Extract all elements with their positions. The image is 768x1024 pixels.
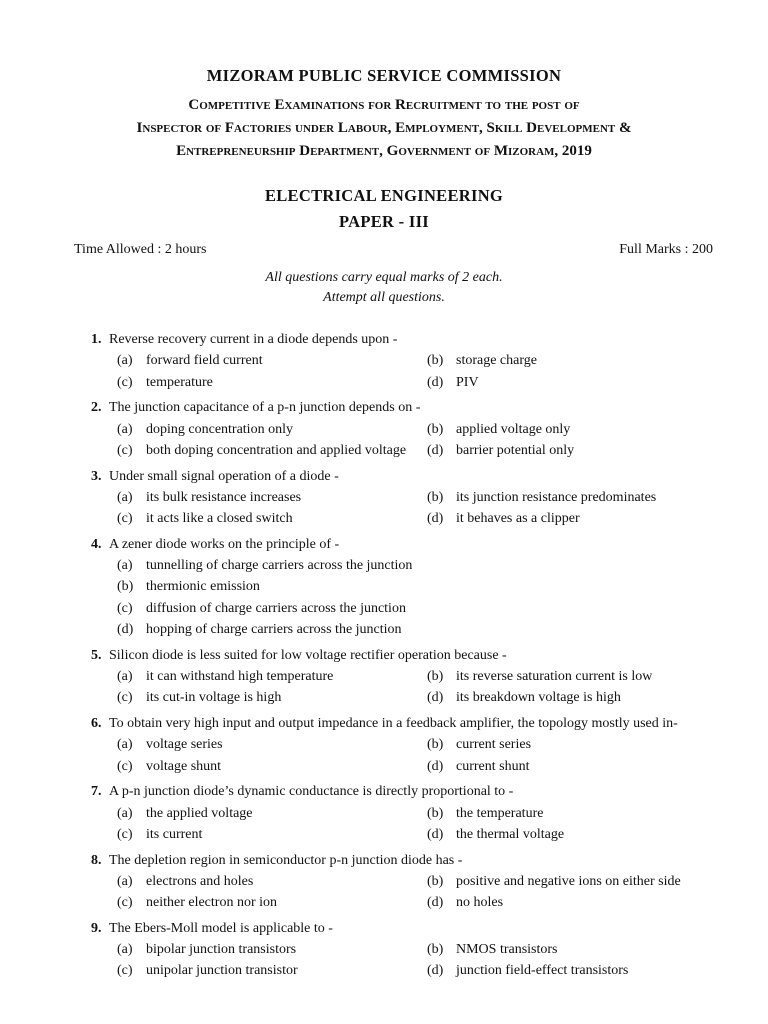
question-item	[0, 713, 768, 777]
question-text: Reverse recovery current in a diode depends upon -	[109, 332, 398, 347]
option-label: (b)	[427, 873, 444, 889]
question-item	[0, 918, 768, 982]
option-text: barrier potential only	[456, 442, 575, 458]
option-text: it acts like a closed switch	[146, 511, 293, 527]
question-list	[0, 329, 768, 986]
question-text: Silicon diode is less suited for low voltage rectifier operation because -	[109, 647, 507, 663]
option-label: (c)	[117, 600, 133, 616]
option-label: (d)	[427, 374, 444, 390]
option-row	[0, 576, 768, 597]
option-text: its cut-in voltage is high	[146, 690, 282, 706]
option-label: (d)	[117, 622, 134, 638]
option-text: its junction resistance predominates	[456, 489, 657, 505]
paper-title: PAPER - III	[338, 212, 430, 231]
question-line	[0, 645, 768, 666]
option-text: storage charge	[456, 353, 537, 369]
exam-subtitle-line-2: Inspector of Factories under Labour, Employment, Skill Development &	[136, 120, 632, 136]
question-number: 5.	[91, 647, 102, 663]
option-label: (b)	[427, 942, 444, 958]
option-row	[0, 803, 768, 824]
option-row	[0, 734, 768, 755]
question-line	[0, 397, 768, 418]
option-text: it behaves as a clipper	[456, 511, 580, 527]
option-text: forward field current	[146, 353, 263, 369]
commission-title: MIZORAM PUBLIC SERVICE COMMISSION	[206, 66, 562, 85]
option-label: (c)	[117, 374, 133, 390]
question-item	[0, 850, 768, 914]
question-line	[0, 850, 768, 871]
option-row	[0, 756, 768, 777]
question-item	[0, 397, 768, 461]
option-text: diffusion of charge carriers across the junction	[146, 600, 406, 616]
question-number: 4.	[91, 536, 102, 552]
option-label: (a)	[117, 873, 133, 889]
question-line	[0, 781, 768, 802]
option-label: (d)	[427, 690, 444, 706]
option-label: (d)	[427, 511, 444, 527]
option-label: (c)	[117, 826, 133, 842]
question-number: 6.	[91, 716, 102, 731]
option-label: (c)	[117, 511, 133, 527]
option-text: current series	[456, 737, 532, 753]
option-row	[0, 687, 768, 708]
option-label: (d)	[427, 895, 444, 911]
option-row	[0, 960, 768, 981]
option-row	[0, 598, 768, 619]
option-text: unipolar junction transistor	[146, 963, 298, 979]
question-number: 2.	[91, 400, 102, 416]
option-text: NMOS transistors	[456, 942, 558, 958]
question-number: 9.	[91, 920, 102, 936]
option-text: PIV	[456, 374, 479, 390]
question-item	[0, 466, 768, 530]
option-row	[0, 666, 768, 687]
option-label: (d)	[427, 826, 444, 842]
option-text: the temperature	[456, 805, 544, 821]
question-line	[0, 713, 768, 734]
option-label: (a)	[117, 421, 133, 437]
question-text: A p-n junction diode’s dynamic conductance is directly proportional to -	[109, 784, 514, 800]
option-label: (b)	[427, 489, 444, 505]
option-text: its bulk resistance increases	[146, 489, 302, 505]
option-label: (a)	[117, 489, 133, 505]
exam-subtitle-line-1: Competitive Examinations for Recruitment to the post of	[188, 97, 580, 113]
option-text: junction field-effect transistors	[456, 963, 629, 979]
option-text: applied voltage only	[456, 421, 571, 437]
option-row	[0, 372, 768, 393]
option-text: its breakdown voltage is high	[456, 690, 621, 706]
question-text: A zener diode works on the principle of -	[109, 536, 340, 552]
question-item	[0, 781, 768, 845]
question-text: The depletion region in semiconductor p-n junction diode has -	[109, 852, 463, 868]
question-item	[0, 534, 768, 640]
full-marks: Full Marks : 200	[619, 242, 713, 257]
option-row	[0, 350, 768, 371]
option-row	[0, 824, 768, 845]
option-row	[0, 419, 768, 440]
option-text: doping concentration only	[146, 421, 293, 437]
question-line	[0, 329, 768, 350]
option-row	[0, 508, 768, 529]
question-text: Under small signal operation of a diode -	[109, 468, 339, 484]
option-label: (d)	[427, 442, 444, 458]
question-text: The Ebers-Moll model is applicable to -	[109, 920, 333, 936]
option-label: (a)	[117, 558, 133, 574]
option-text: the applied voltage	[146, 805, 253, 821]
option-label: (c)	[117, 690, 133, 706]
option-label: (b)	[427, 805, 444, 821]
option-text: the thermal voltage	[456, 826, 565, 842]
option-row	[0, 871, 768, 892]
option-label: (b)	[117, 579, 134, 595]
option-label: (b)	[427, 353, 444, 369]
question-number: 1.	[91, 332, 102, 347]
option-label: (a)	[117, 942, 133, 958]
question-item	[0, 645, 768, 709]
option-text: hopping of charge carriers across the junction	[146, 622, 402, 638]
option-text: thermionic emission	[146, 579, 260, 595]
option-label: (b)	[427, 737, 444, 753]
option-text: electrons and holes	[146, 873, 254, 889]
option-text: tunnelling of charge carriers across the junction	[146, 558, 413, 574]
option-label: (b)	[427, 421, 444, 437]
instruction-marks: All questions carry equal marks of 2 each.	[265, 270, 503, 285]
option-label: (a)	[117, 737, 133, 753]
option-row	[0, 892, 768, 913]
option-label: (a)	[117, 669, 133, 685]
option-label: (a)	[117, 353, 133, 369]
option-row	[0, 939, 768, 960]
option-label: (d)	[427, 758, 444, 774]
option-row	[0, 440, 768, 461]
option-text: positive and negative ions on either side	[456, 873, 681, 889]
option-label: (b)	[427, 669, 444, 685]
option-row	[0, 487, 768, 508]
option-label: (d)	[427, 963, 444, 979]
option-text: its reverse saturation current is low	[456, 669, 653, 685]
option-text: voltage shunt	[146, 758, 222, 774]
option-text: both doping concentration and applied voltage	[146, 442, 407, 458]
exam-subtitle-line-3: Entrepreneurship Department, Government of Mizoram, 2019	[176, 143, 592, 159]
option-text: its current	[146, 826, 203, 842]
option-row	[0, 619, 768, 640]
question-line	[0, 534, 768, 555]
option-text: bipolar junction transistors	[146, 942, 297, 958]
question-item	[0, 329, 768, 393]
question-number: 3.	[91, 468, 102, 484]
question-text: To obtain very high input and output impedance in a feedback amplifier, the topology mostly used in-	[109, 716, 678, 731]
option-row	[0, 555, 768, 576]
subject-title: ELECTRICAL ENGINEERING	[264, 186, 504, 205]
option-label: (c)	[117, 963, 133, 979]
option-text: neither electron nor ion	[146, 895, 278, 911]
time-allowed: Time Allowed : 2 hours	[74, 242, 207, 257]
option-label: (c)	[117, 895, 133, 911]
option-label: (a)	[117, 805, 133, 821]
option-text: temperature	[146, 374, 213, 390]
option-text: voltage series	[146, 737, 223, 753]
option-text: current shunt	[456, 758, 530, 774]
option-text: it can withstand high temperature	[146, 669, 334, 685]
question-line	[0, 918, 768, 939]
option-text: no holes	[456, 895, 504, 911]
option-label: (c)	[117, 758, 133, 774]
question-line	[0, 466, 768, 487]
instruction-attempt: Attempt all questions.	[323, 290, 445, 305]
option-label: (c)	[117, 442, 133, 458]
question-number: 8.	[91, 852, 102, 868]
question-text: The junction capacitance of a p-n junction depends on -	[109, 400, 421, 416]
question-number: 7.	[91, 784, 102, 800]
